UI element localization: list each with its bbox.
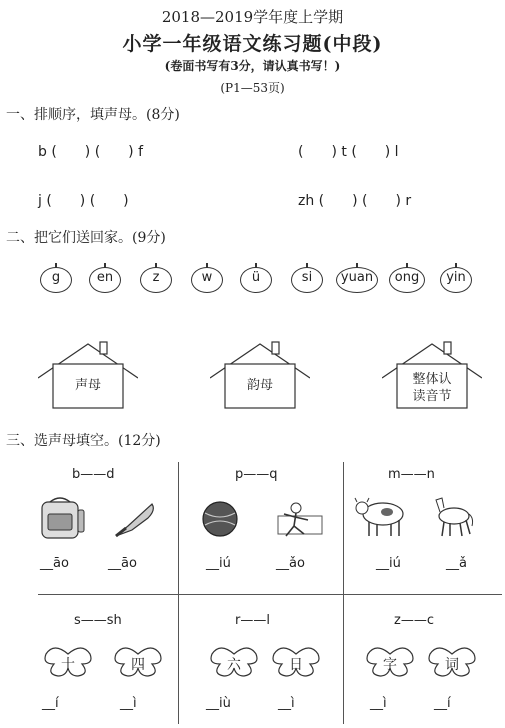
butterfly-icon: 六 [210,646,258,678]
section3-title: 三、选声母填空。(12分) [6,433,161,449]
butterfly-icon: 四 [114,646,162,678]
cell-pair: z——c [394,613,434,628]
blank-3[interactable]: __iú [206,556,231,571]
cell-pair: s——sh [74,613,122,628]
blank-6[interactable]: __ǎ [446,556,467,571]
grid-divider [178,462,179,724]
house-label: 声母 [74,378,101,393]
grid-divider [38,594,502,595]
blank-7[interactable]: __í [42,696,59,711]
grid-divider [343,462,344,724]
house-label: 韵母 [246,378,273,393]
butterfly-icon: 日 [272,646,320,678]
school-year: 2018—2019学年度上学期 [161,8,344,26]
cell-pair: r——l [235,613,270,628]
s1-row2-left: j ( ) ( ) [38,193,129,209]
apple-icon: ong [389,263,425,291]
blank-4[interactable]: __ǎo [276,556,305,571]
ball-icon [200,499,240,539]
cow-icon [353,494,409,540]
apple-icon: w [191,263,223,291]
blank-8[interactable]: __ì [120,696,137,711]
writing-note: (卷面书写有3分，请认真书写！) [164,59,341,73]
house-icon [210,340,310,410]
s1-row1-right: ( ) t ( ) l [298,144,399,160]
blank-5[interactable]: __iú [376,556,401,571]
section1-title: 一、排顺序，填声母。(8分) [6,107,180,123]
apple-icon: yin [440,263,472,291]
blank-1[interactable]: __āo [40,556,69,571]
house-icon [38,340,138,410]
cell-pair: p——q [235,467,278,482]
page-title: 小学一年级语文练习题(中段) [122,33,383,55]
s1-row1-left: b ( ) ( ) f [38,144,144,160]
apple-icon: z [140,263,172,291]
cell-pair: b——d [72,467,115,482]
apple-icon: en [89,263,121,291]
apple-icon: yuan [336,263,378,291]
house-zhengti [382,340,482,410]
butterfly-icon: 十 [44,646,92,678]
house-yunmu [210,340,310,410]
horse-icon [430,494,476,540]
s1-row2-right: zh ( ) ( ) r [298,193,412,209]
apple-icon: ü [240,263,272,291]
house-shengmu [38,340,138,410]
blank-12[interactable]: __í [434,696,451,711]
apple-icon: si [291,263,323,291]
blank-10[interactable]: __ì [278,696,295,711]
butterfly-icon: 词 [428,646,476,678]
house-label: 整体认 读音节 [412,372,452,404]
section2-title: 二、把它们送回家。(9分) [6,230,166,246]
backpack-icon [38,496,86,542]
blank-11[interactable]: __ì [370,696,387,711]
blank-2[interactable]: __āo [108,556,137,571]
knife-icon [112,500,158,540]
apple-icon: g [40,263,72,291]
running-boy-icon [276,500,324,540]
blank-9[interactable]: __iù [206,696,231,711]
butterfly-icon: 字 [366,646,414,678]
page-range: (P1—53页) [220,81,285,95]
cell-pair: m——n [388,467,435,482]
